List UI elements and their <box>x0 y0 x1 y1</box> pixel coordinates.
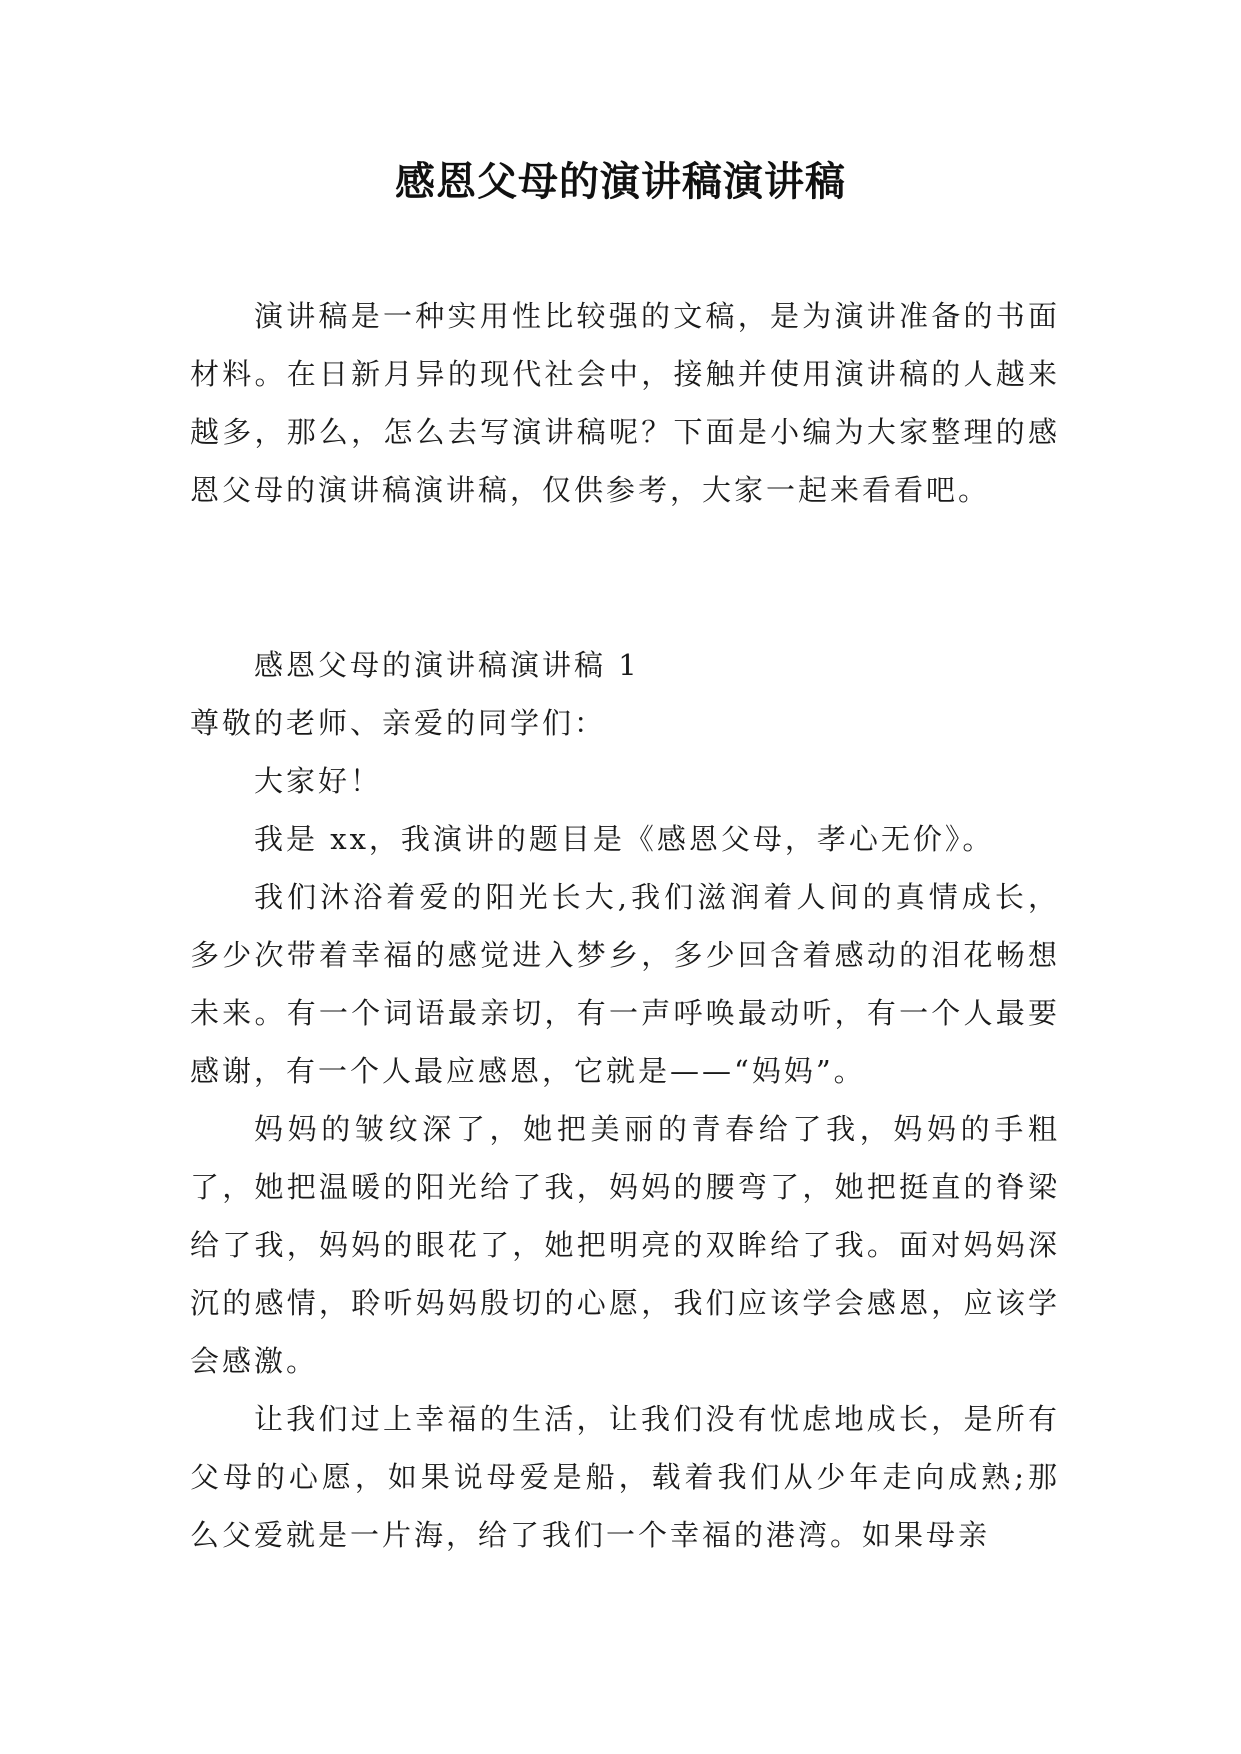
body-paragraph: 我们沐浴着爱的阳光长大,我们滋润着人间的真情成长，多少次带着幸福的感觉进入梦乡，多少回含着感动的泪花畅想未来。有一个词语最亲切，有一声呼唤最动听，有一个人最要感谢，有一个人最应感恩，它就是——“妈妈”。 <box>190 880 1060 1088</box>
greeting: 大家好！ <box>254 764 383 798</box>
intro-paragraph: 演讲稿是一种实用性比较强的文稿，是为演讲准备的书面材料。在日新月异的现代社会中，接触并使用演讲稿的人越来越多，那么，怎么去写演讲稿呢？下面是小编为大家整理的感恩父母的演讲稿演讲稿，仅供参考，大家一起来看看吧。 <box>190 299 1060 507</box>
section-heading: 感恩父母的演讲稿演讲稿 1 <box>254 648 640 682</box>
body-paragraph: 妈妈的皱纹深了，她把美丽的青春给了我，妈妈的手粗了，她把温暖的阳光给了我，妈妈的腰弯了，她把挺直的脊梁给了我，妈妈的眼花了，她把明亮的双眸给了我。面对妈妈深沉的感情，聆听妈妈殷切的心愿，我们应该学会感恩，应该学会感激。 <box>190 1112 1060 1378</box>
body-paragraph: 让我们过上幸福的生活，让我们没有忧虑地成长，是所有父母的心愿，如果说母爱是船，载着我们从少年走向成熟;那么父爱就是一片海，给了我们一个幸福的港湾。如果母亲 <box>190 1402 1060 1552</box>
document-title: 感恩父母的演讲稿演讲稿 <box>395 158 846 205</box>
salutation: 尊敬的老师、亲爱的同学们： <box>190 706 607 740</box>
body-paragraph: 我是 xx，我演讲的题目是《感恩父母，孝心无价》。 <box>254 822 995 856</box>
